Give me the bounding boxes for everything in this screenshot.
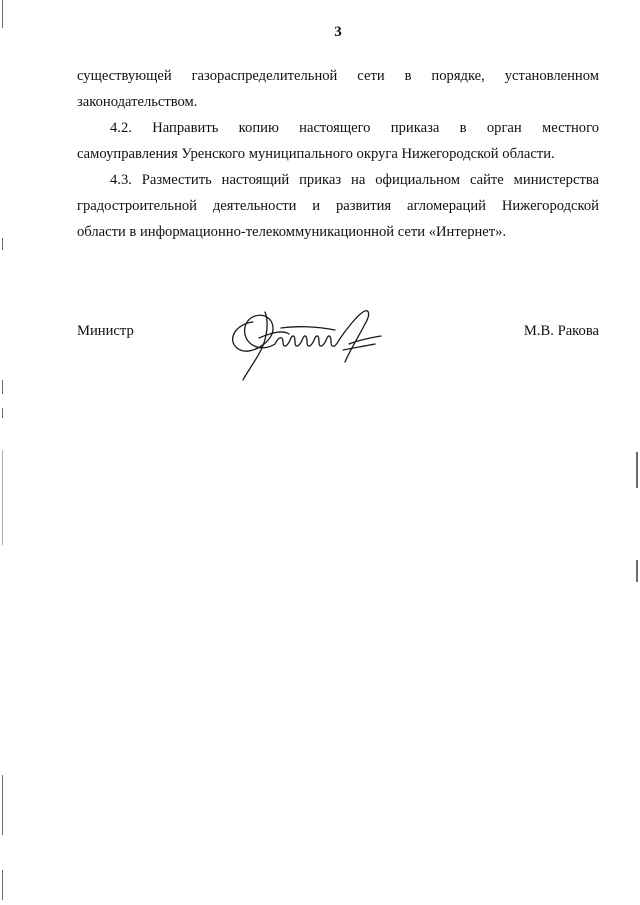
paragraph-1 [77,63,599,115]
scan-artifact [2,450,3,545]
paragraph-line: 4.3. Разместить настоящий приказ на официальном сайте министерства [110,172,599,188]
paragraph-line: законодательством. [77,94,198,110]
paragraph-line: 4.2. Направить копию настоящего приказа в орган местного [110,120,599,136]
scan-artifact [636,560,638,582]
paragraph-4-3 [77,167,599,245]
scan-artifact [2,0,3,28]
scan-artifact [2,238,3,250]
page-number: 3 [334,24,342,40]
scan-artifact [2,380,3,394]
scan-artifact [2,408,3,418]
scan-artifact [636,452,638,488]
paragraph-line: области в информационно-телекоммуникационной сети «Интернет». [77,224,507,240]
paragraph-line: градостроительной деятельности и развития агломераций Нижегородской [77,198,599,214]
paragraph-line: самоуправления Уренского муниципального округа Нижегородской области. [77,146,555,162]
paragraph-line: существующей газораспределительной сети в порядке, установленном [77,68,599,84]
document-body [77,63,599,245]
signatory-title: Министр [77,323,134,339]
signatory-name: М.В. Ракова [523,323,599,339]
scan-artifact [2,870,3,900]
signature-block [77,320,599,400]
handwritten-signature [225,292,395,392]
paragraph-4-2 [77,115,599,167]
scan-artifact [2,775,3,835]
